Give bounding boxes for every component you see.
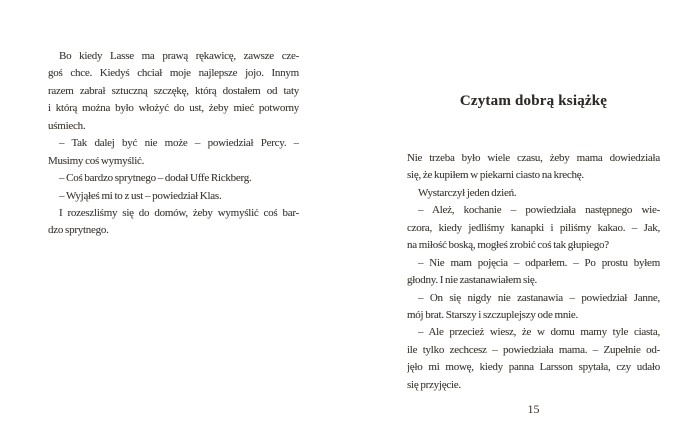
text-line: jęło mi mowę, kiedy panna Larsson spytała, czy udało	[407, 361, 660, 374]
text-line: – Nie mam pojęcia – odparłem. – Po prostu byłem	[418, 256, 660, 269]
text-line: razem zabrał sztuczną szczękę, którą dostałem od taty	[48, 84, 299, 97]
text-line: mój brat. Starszy i szczuplejszy ode mnie.	[407, 308, 579, 321]
text-line: goś chce. Kiedyś chciał moje najlepsze jojo. Innym	[48, 67, 299, 80]
text-line: ile tylko zechcesz – powiedziała mama. – Zupełnie od-	[407, 343, 660, 356]
right-page-text	[407, 150, 660, 394]
text-line: – Wyjąłeś mi to z ust – powiedział Klas.	[59, 189, 222, 202]
text-line: Bo kiedy Lasse ma prawą rękawicę, zawsze cze-	[59, 50, 299, 62]
text-line: się, że kupiłem w piekarni ciasto na krechę.	[407, 169, 584, 182]
text-line: – Coś bardzo sprytnego – dodał Uffe Rickberg.	[59, 172, 252, 185]
text-line: I rozeszliśmy się do domów, żeby wymyślić coś bar-	[59, 206, 299, 219]
text-line: Wystarczył jeden dzień.	[418, 186, 517, 199]
text-line: – Ale przecież wiesz, że w domu mamy tyle ciasta,	[418, 326, 660, 339]
text-line: Nie trzeba było wiele czasu, żeby mama dowiedziała	[407, 152, 660, 164]
text-line: – On się nigdy nie zastanawia – powiedział Janne,	[418, 291, 660, 304]
chapter-title: Czytam dobrą książkę	[459, 93, 608, 109]
text-line: uśmiech.	[48, 119, 86, 132]
text-line: – Ależ, kochanie – powiedziała następnego wie-	[418, 204, 660, 217]
text-line: czora, kiedy jedliśmy kanapki i piliśmy kakao. – Jak,	[407, 221, 660, 234]
text-line: się przyjęcie.	[407, 378, 461, 391]
right-page	[350, 0, 700, 443]
text-line: Musimy coś wymyślić.	[48, 154, 145, 167]
text-line: i którą można było włożyć do ust, żeby mieć potworny	[48, 102, 299, 115]
text-line: na miłość boską, mogłeś zrobić coś tak głupiego?	[407, 239, 609, 252]
page-number: 15	[527, 402, 540, 416]
left-page-text	[48, 48, 299, 240]
text-line: – Tak dalej być nie może – powiedział Percy. –	[59, 137, 299, 150]
text-line: dzo sprytnego.	[48, 224, 109, 237]
text-line: głodny. I nie zastanawiałem się.	[407, 274, 538, 287]
